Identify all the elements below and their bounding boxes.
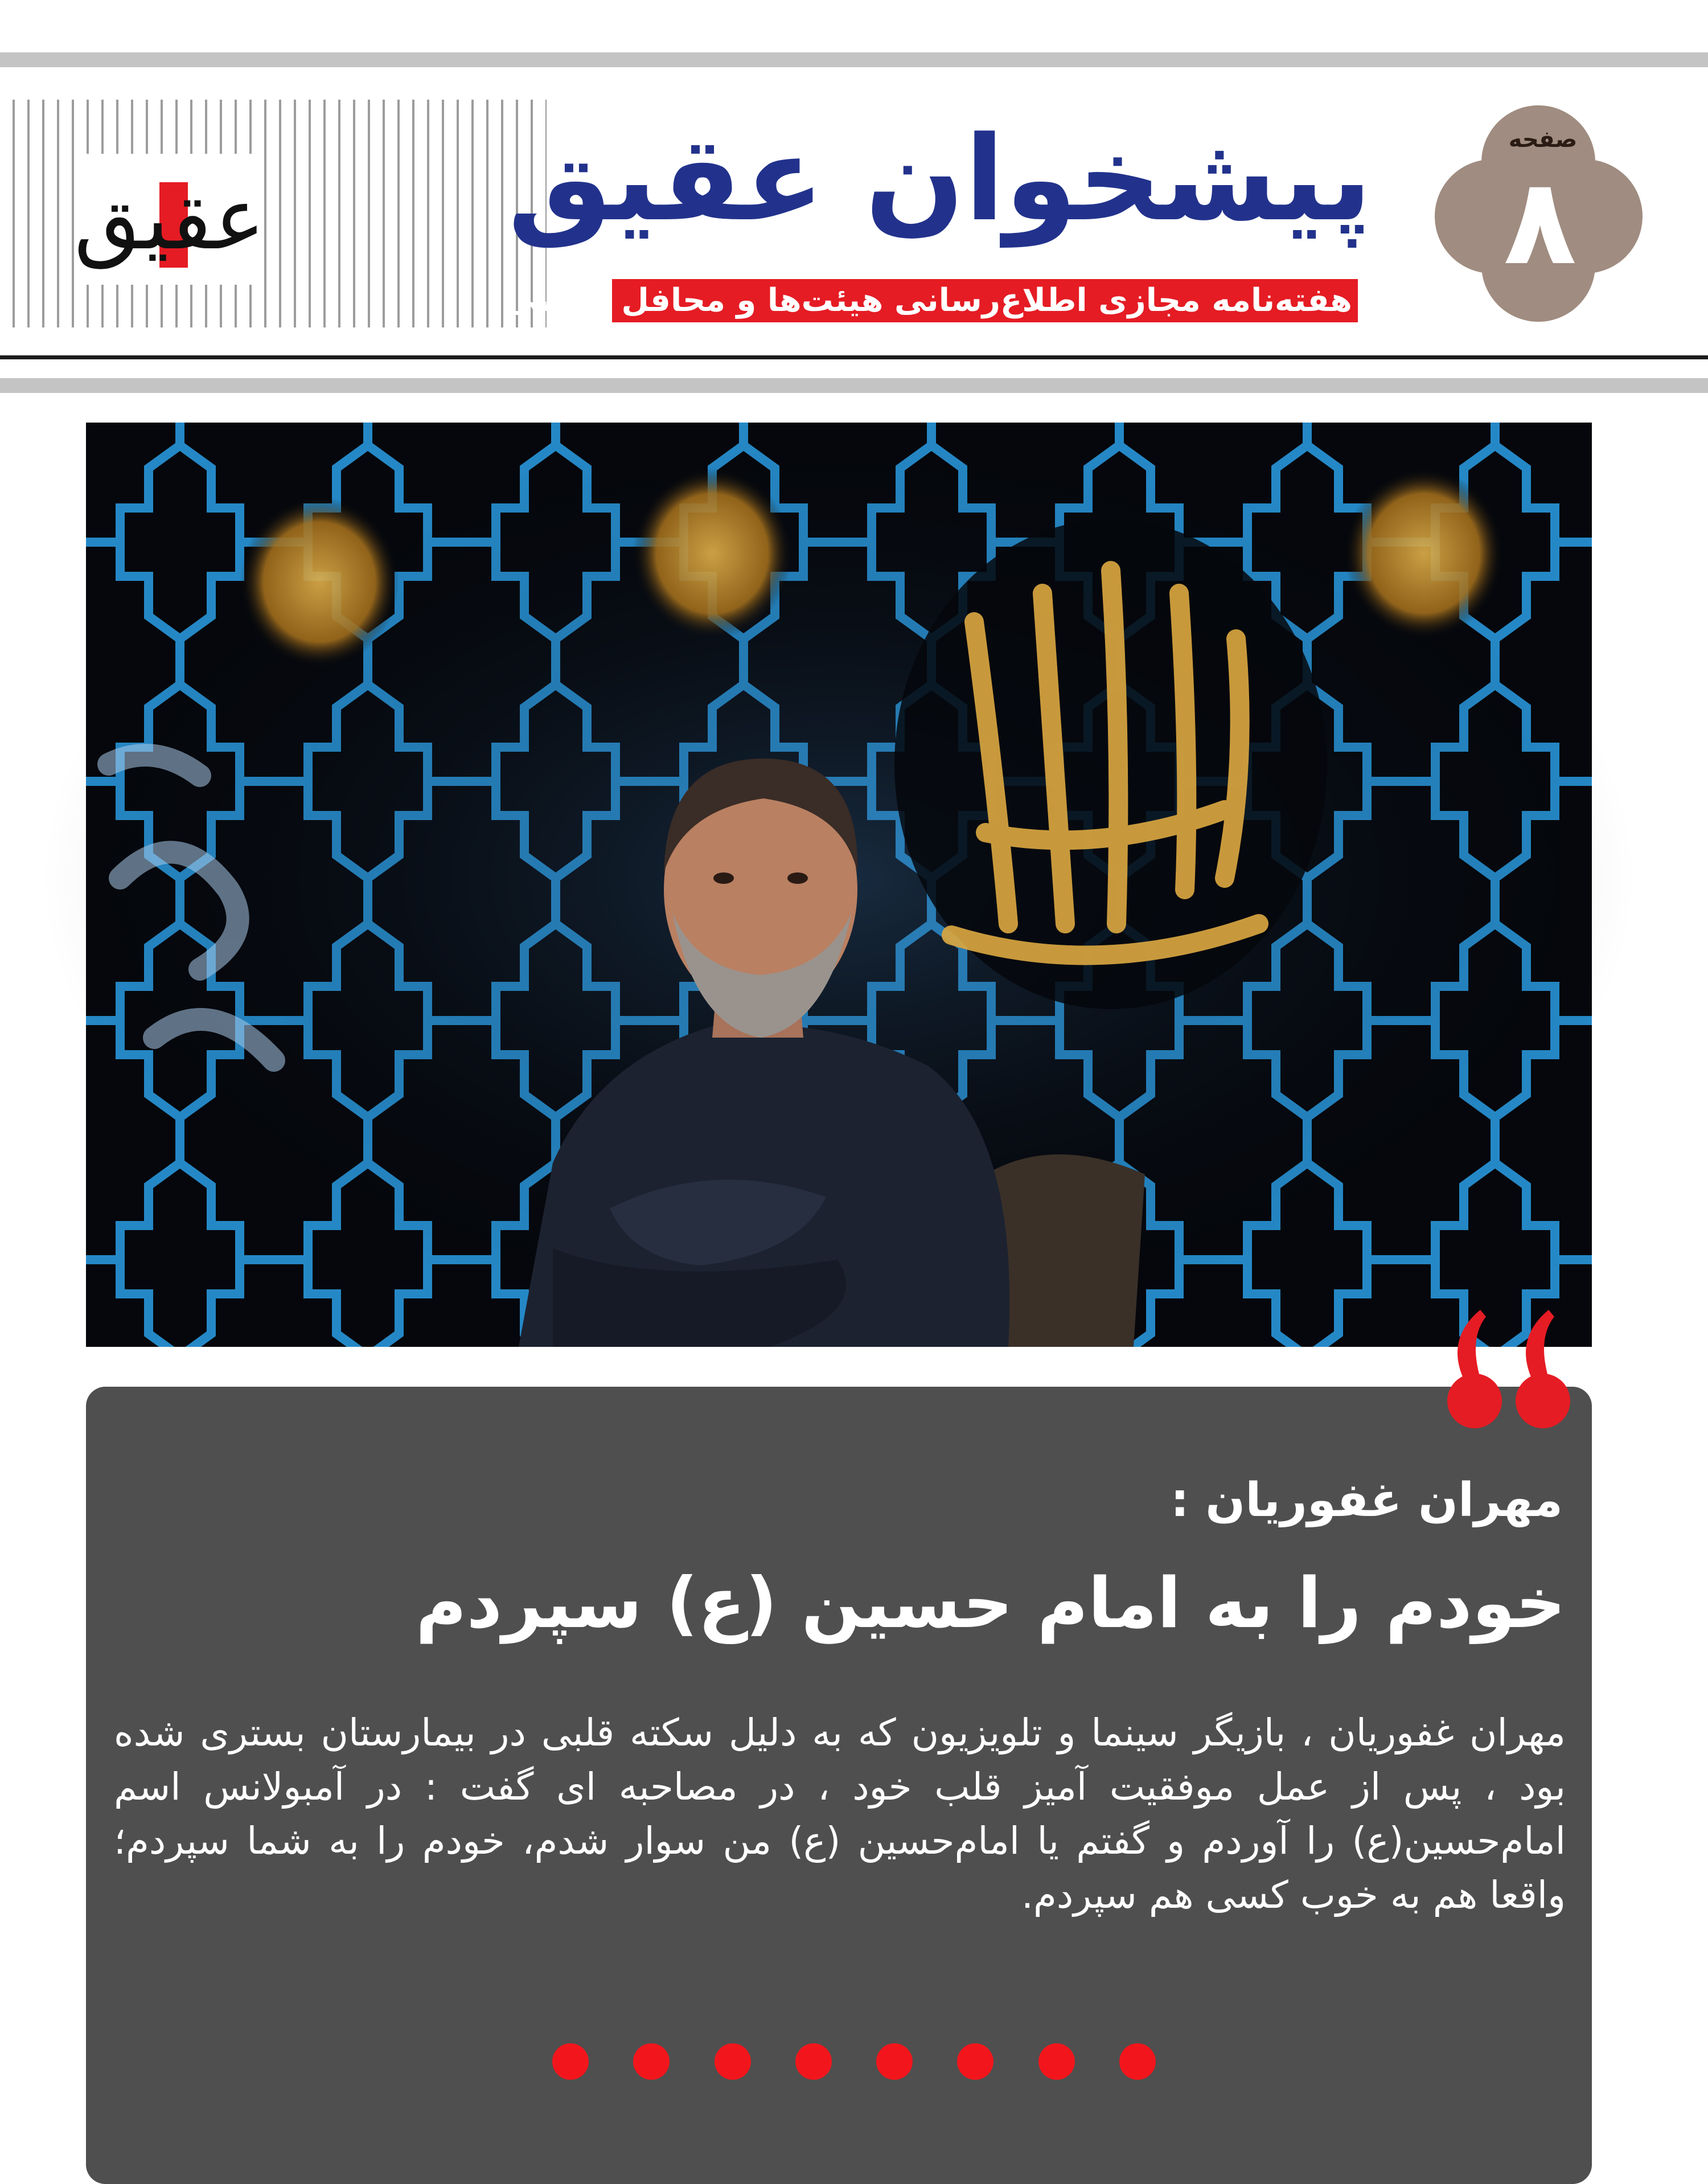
- top-divider: [0, 52, 1708, 67]
- decorative-dot: [1038, 2043, 1075, 2080]
- photo-illustration: [86, 423, 1592, 1347]
- publication-subtitle: هفته‌نامه مجازی اطلاع‌رسانی هیئت‌ها و محافل مذهبی: [612, 279, 1358, 322]
- decorative-dot: [552, 2043, 589, 2080]
- masthead-bottom-rule: [0, 355, 1708, 359]
- decorative-dot: [633, 2043, 670, 2080]
- decorative-dot: [1119, 2043, 1156, 2080]
- masthead-bottom-divider: [0, 378, 1708, 393]
- quote-mark-icon: [1440, 1304, 1577, 1435]
- decorative-dots: [552, 2043, 1156, 2080]
- decorative-dot: [957, 2043, 993, 2080]
- article-author: مهران غفوریان :: [1170, 1473, 1563, 1527]
- decorative-dot: [715, 2043, 751, 2080]
- article-body: مهران غفوریان ، بازیگر سینما و تلویزیون که به دلیل سکته قلبی در بیمارستان بستری شده بود ، پس از عمل موفقیت آمیز قلب خود ، در مصاحبه ای گفت : در آمبولانس اسم امام‌حسین(ع) را آوردم و گفتم یا امام‌حسین (ع) من سوار شدم، خودم را به شما سپردم؛ واقعا هم به خوب کسی هم سپردم.: [114, 1711, 1566, 1917]
- decorative-dot: [795, 2043, 832, 2080]
- publisher-logo: [74, 154, 265, 285]
- page-label: صفحه: [1508, 126, 1578, 153]
- article-photo: [86, 423, 1592, 1347]
- logo-text: عقیق: [74, 170, 265, 269]
- publication-title: پیشخوان عقیق: [507, 112, 1372, 247]
- article-headline: خودم را به امام حسین (ع) سپردم: [416, 1563, 1566, 1644]
- decorative-dot: [876, 2043, 913, 2080]
- page-number: ۸: [1503, 152, 1577, 292]
